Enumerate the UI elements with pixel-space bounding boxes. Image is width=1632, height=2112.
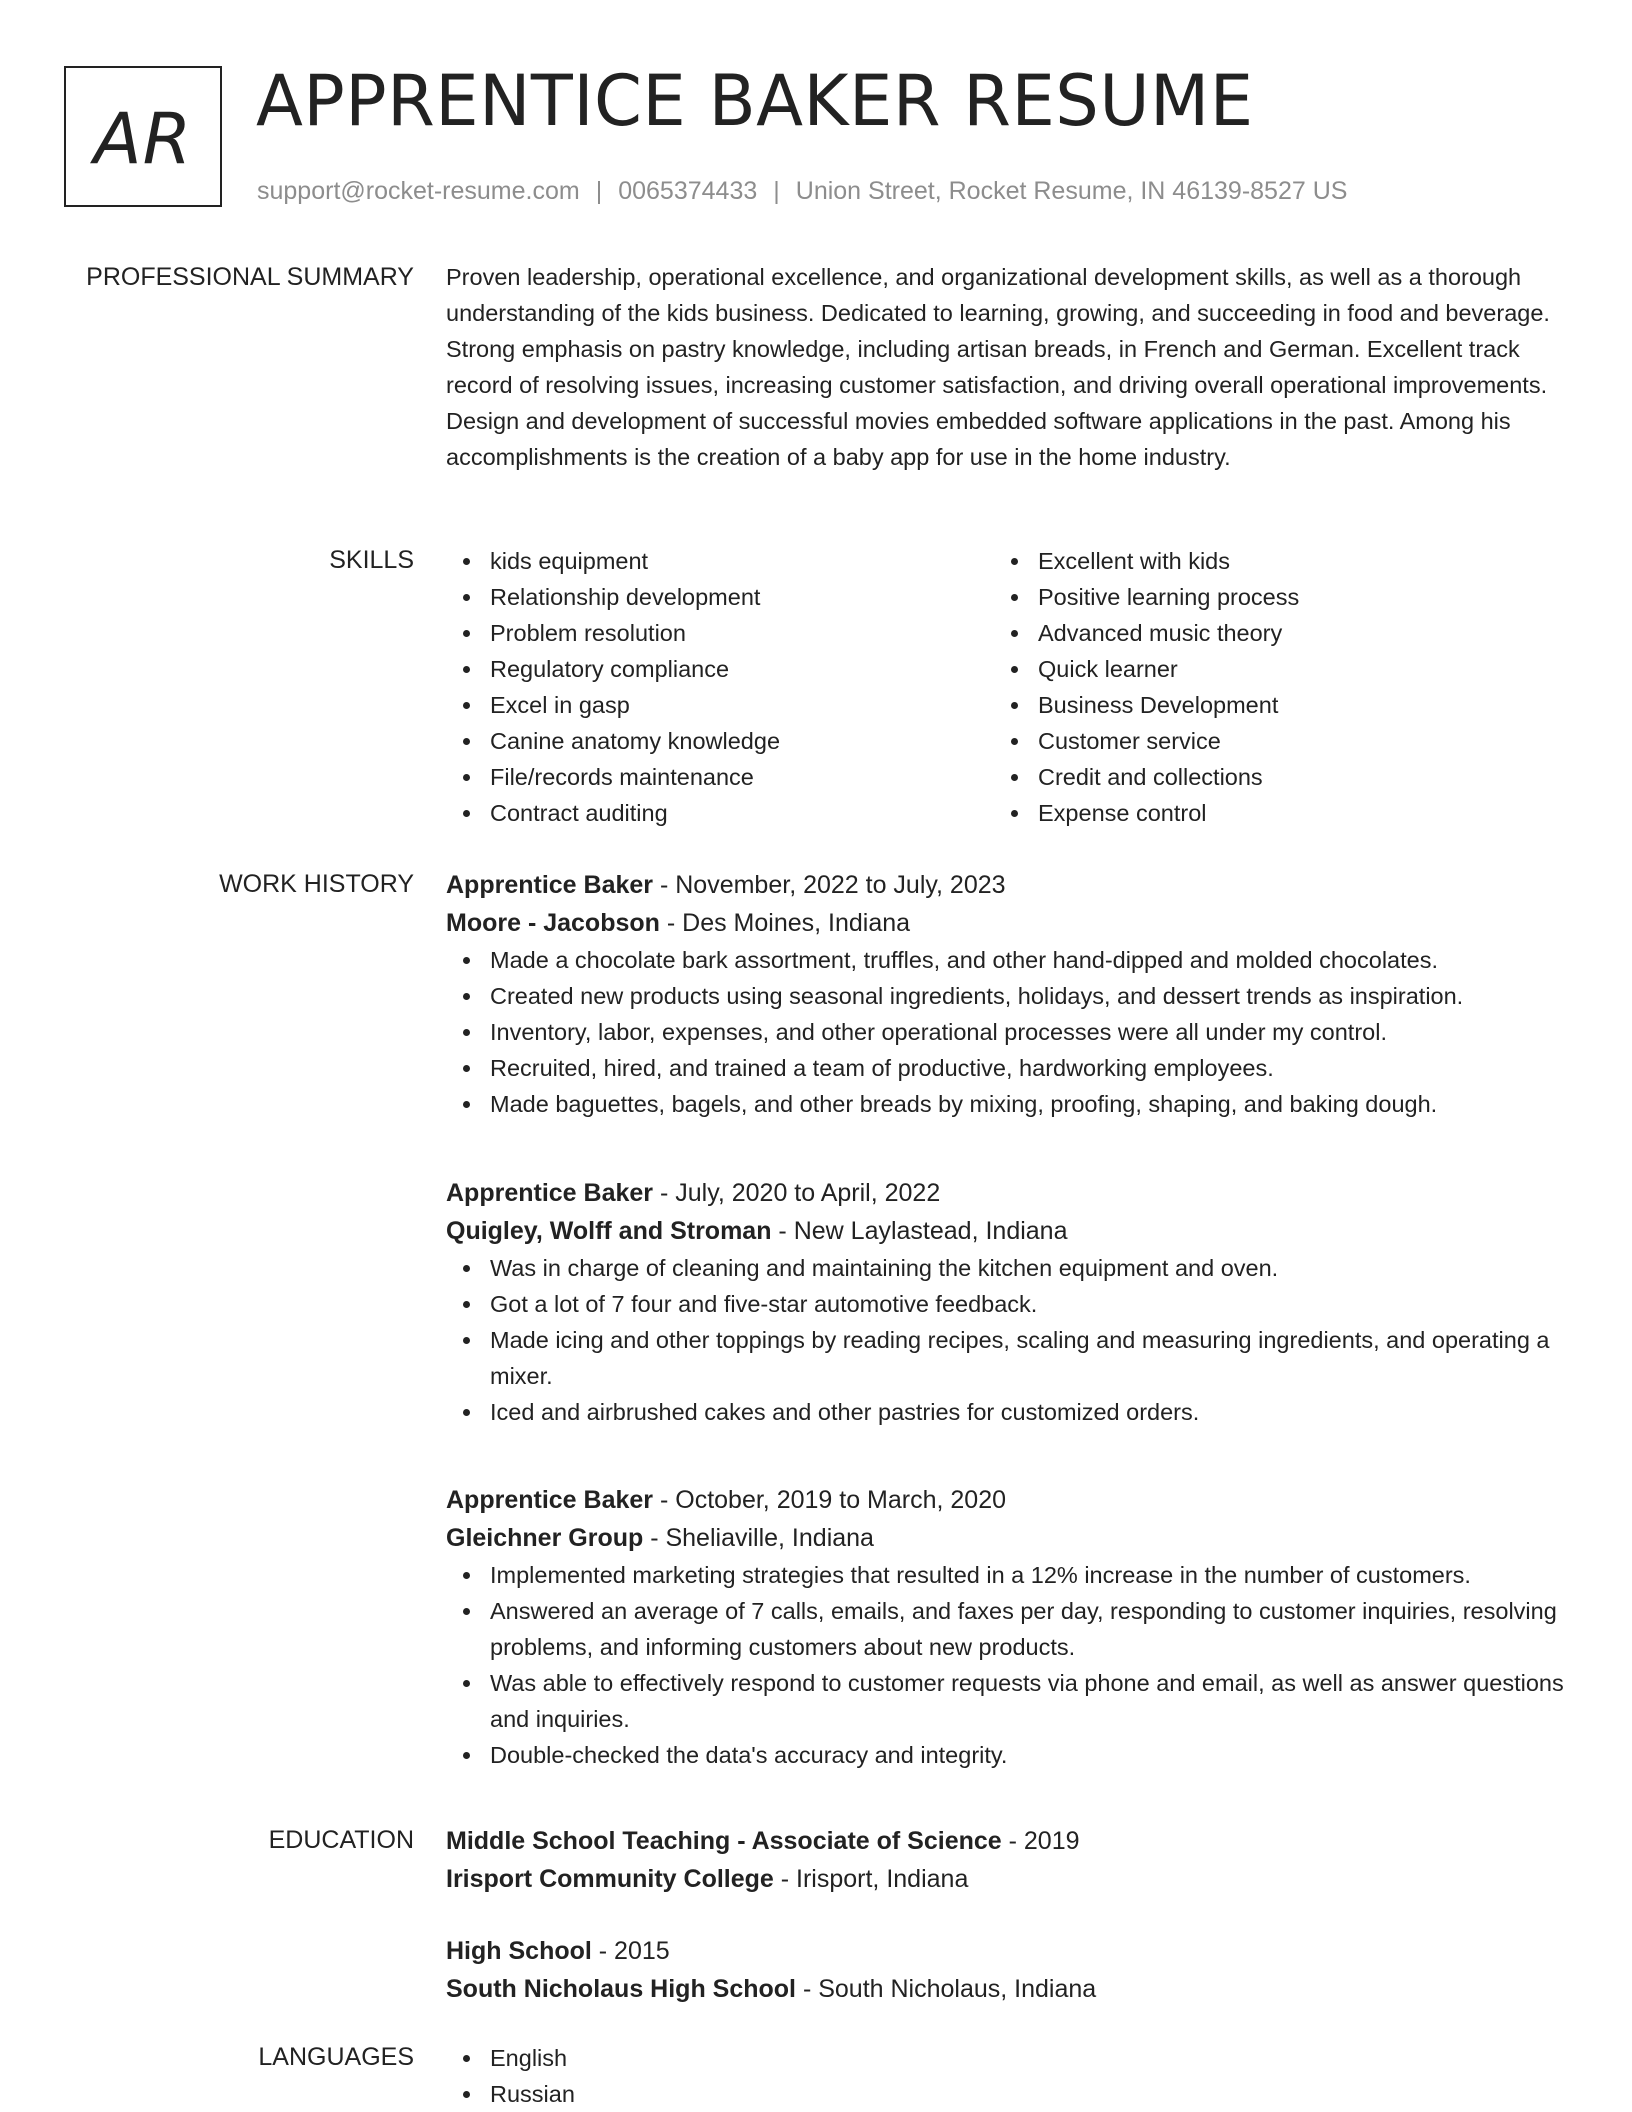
job-duties xyxy=(446,1557,1566,1773)
job-duty: Created new products using seasonal ingredients, holidays, and dessert trends as inspiration. xyxy=(446,978,1566,1014)
skill-item: Contract auditing xyxy=(446,795,994,831)
job-location: - Des Moines, Indiana xyxy=(659,909,911,937)
edu-location: - South Nicholaus, Indiana xyxy=(796,1975,1097,2003)
job-location: - Sheliaville, Indiana xyxy=(643,1524,874,1552)
edu-school: Irisport Community College xyxy=(446,1865,774,1893)
education-heading: EDUCATION xyxy=(268,1826,414,1854)
skills-heading: SKILLS xyxy=(329,546,414,574)
skill-item: Business Development xyxy=(994,687,1542,723)
job-title-line xyxy=(446,1174,1566,1212)
job-duties xyxy=(446,1250,1566,1430)
job-duties xyxy=(446,942,1566,1122)
education-entry xyxy=(446,1822,1566,1898)
skill-item: Regulatory compliance xyxy=(446,651,994,687)
resume-title: APPRENTICE BAKER RESUME xyxy=(256,60,1254,142)
skill-item: Expense control xyxy=(994,795,1542,831)
edu-school-line xyxy=(446,1970,1566,2008)
job-company-line xyxy=(446,1212,1566,1250)
job-duty: Was in charge of cleaning and maintaining the kitchen equipment and oven. xyxy=(446,1250,1566,1286)
skill-item: Credit and collections xyxy=(994,759,1542,795)
job-dates: - July, 2020 to April, 2022 xyxy=(653,1179,941,1207)
skill-item: File/records maintenance xyxy=(446,759,994,795)
job-title: Apprentice Baker xyxy=(446,1179,654,1207)
edu-year: - 2015 xyxy=(591,1937,670,1965)
job-duty: Made baguettes, bagels, and other breads by mixing, proofing, shaping, and baking dough. xyxy=(446,1086,1566,1122)
job-title: Apprentice Baker xyxy=(446,871,654,899)
skills-section xyxy=(446,543,1566,831)
job-dates: - November, 2022 to July, 2023 xyxy=(653,871,1006,899)
job-duty: Implemented marketing strategies that resulted in a 12% increase in the number of customers. xyxy=(446,1557,1566,1593)
contact-separator: | xyxy=(595,177,603,205)
summary-heading: PROFESSIONAL SUMMARY xyxy=(86,263,414,291)
edu-degree-line xyxy=(446,1932,1566,1970)
contact-line xyxy=(257,174,1347,208)
job-company: Moore - Jacobson xyxy=(446,909,660,937)
edu-school-line xyxy=(446,1860,1566,1898)
summary-section xyxy=(446,259,1566,475)
skill-item: Canine anatomy knowledge xyxy=(446,723,994,759)
edu-year: - 2019 xyxy=(1001,1827,1080,1855)
skills-list-left xyxy=(446,543,994,831)
edu-degree-line xyxy=(446,1822,1566,1860)
job-dates: - October, 2019 to March, 2020 xyxy=(653,1486,1007,1514)
skill-item: Quick learner xyxy=(994,651,1542,687)
skill-item: Positive learning process xyxy=(994,579,1542,615)
job-duty: Double-checked the data's accuracy and integrity. xyxy=(446,1737,1566,1773)
job-duty: Was able to effectively respond to customer requests via phone and email, as well as answer questions and inquiries. xyxy=(446,1665,1566,1737)
contact-phone: 0065374433 xyxy=(618,177,758,205)
skill-item: Advanced music theory xyxy=(994,615,1542,651)
job-duty: Made icing and other toppings by reading recipes, scaling and measuring ingredients, and operating a mixer. xyxy=(446,1322,1566,1394)
job-company-line xyxy=(446,1519,1566,1557)
job-title-line xyxy=(446,866,1566,904)
skill-item: Problem resolution xyxy=(446,615,994,651)
skill-item: Relationship development xyxy=(446,579,994,615)
job-duty: Inventory, labor, expenses, and other operational processes were all under my control. xyxy=(446,1014,1566,1050)
language-item: Russian xyxy=(446,2076,1566,2112)
monogram-box xyxy=(64,66,222,207)
skill-item: Excel in gasp xyxy=(446,687,994,723)
edu-degree: Middle School Teaching - Associate of Science xyxy=(446,1827,1002,1855)
job-duty: Made a chocolate bark assortment, truffles, and other hand-dipped and molded chocolates. xyxy=(446,942,1566,978)
contact-email: support@rocket-resume.com xyxy=(257,177,580,205)
job-company: Gleichner Group xyxy=(446,1524,644,1552)
job-duty: Got a lot of 7 four and five-star automotive feedback. xyxy=(446,1286,1566,1322)
languages-list xyxy=(446,2040,1566,2112)
languages-heading: LANGUAGES xyxy=(258,2043,414,2071)
job-duty: Recruited, hired, and trained a team of productive, hardworking employees. xyxy=(446,1050,1566,1086)
job-entry xyxy=(446,1481,1566,1773)
edu-degree: High School xyxy=(446,1937,592,1965)
job-duty: Iced and airbrushed cakes and other pastries for customized orders. xyxy=(446,1394,1566,1430)
language-item: English xyxy=(446,2040,1566,2076)
monogram-initials: AR xyxy=(93,97,193,180)
skills-list-right xyxy=(994,543,1542,831)
job-company-line xyxy=(446,904,1566,942)
job-entry xyxy=(446,1174,1566,1430)
edu-location: - Irisport, Indiana xyxy=(773,1865,969,1893)
job-entry xyxy=(446,866,1566,1122)
job-location: - New Laylastead, Indiana xyxy=(771,1217,1068,1245)
education-entry xyxy=(446,1932,1566,2008)
work-history-heading: WORK HISTORY xyxy=(219,870,414,898)
job-duty: Answered an average of 7 calls, emails, and faxes per day, responding to customer inquiries, resolving problems, and informing customers about new products. xyxy=(446,1593,1566,1665)
job-title: Apprentice Baker xyxy=(446,1486,654,1514)
skill-item: Customer service xyxy=(994,723,1542,759)
summary-text: Proven leadership, operational excellence, and organizational development skills, as well as a thorough understanding of the kids business. Dedicated to learning, growing, and succeeding in food and beverage. Strong emphasis on pastry knowledge, including artisan breads, in French and German. Excellent track record of resolving issues, increasing customer satisfaction, and driving overall operational improvements. Design and development of successful movies embedded software applications in the past. Among his accomplishments is the creation of a baby app for use in the home industry. xyxy=(446,264,1550,470)
skill-item: kids equipment xyxy=(446,543,994,579)
skill-item: Excellent with kids xyxy=(994,543,1542,579)
job-company: Quigley, Wolff and Stroman xyxy=(446,1217,772,1245)
languages-section xyxy=(446,2040,1566,2112)
job-title-line xyxy=(446,1481,1566,1519)
contact-address: Union Street, Rocket Resume, IN 46139-8527 US xyxy=(795,177,1348,205)
contact-separator: | xyxy=(773,177,780,205)
edu-school: South Nicholaus High School xyxy=(446,1975,796,2003)
